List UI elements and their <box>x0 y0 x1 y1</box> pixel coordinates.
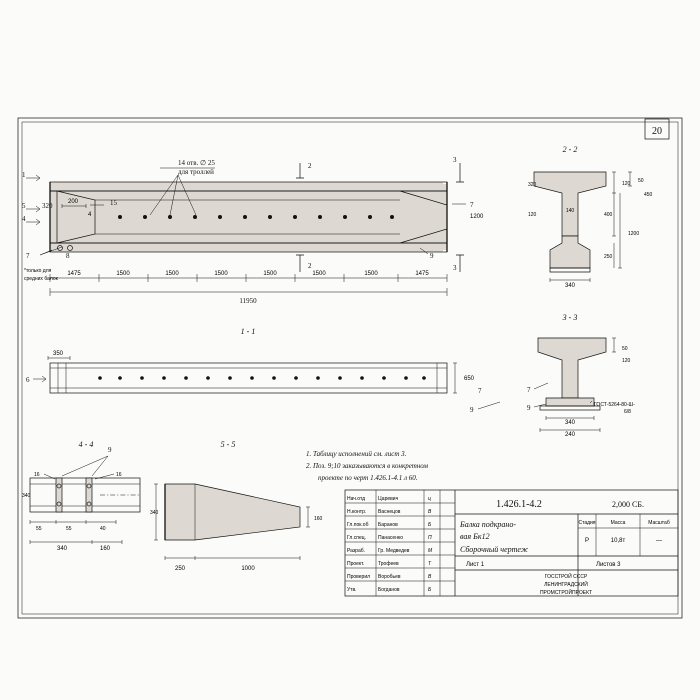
sec44-dim-55a: 55 <box>36 526 42 532</box>
sec22-dim-320: 320 <box>528 182 537 188</box>
hole-note-line2: для троллей <box>178 168 214 176</box>
sec44-dim-160: 160 <box>99 546 111 552</box>
org-line-3: ПРОМСТРОЙПРОЕКТ <box>539 590 593 596</box>
mark-9-label: 9 <box>430 252 434 260</box>
mark-1-label: 1 <box>22 171 26 179</box>
sec55-dim-340: 340 <box>150 510 159 516</box>
section-4-4 <box>22 440 140 552</box>
left-section-marks <box>22 171 40 225</box>
sec44-dim-16a: 16 <box>34 472 40 478</box>
note-line-1: 1. Таблицу исполнений см. лист 3. <box>306 450 407 458</box>
notes-block <box>306 450 428 482</box>
sec22-dim-50: 50 <box>638 178 644 184</box>
plan-body <box>50 363 447 393</box>
sec22-dim-120b: 120 <box>528 212 537 218</box>
sec22-lower-bulb <box>550 236 590 268</box>
sec44-mark-9: 9 <box>108 446 112 454</box>
dim-chain-2: 1500 <box>165 271 179 277</box>
mark-7-left-label: 7 <box>26 252 30 260</box>
dim-chain-1: 1500 <box>116 271 130 277</box>
sec33-gost-2: 6/8 <box>624 409 631 415</box>
sec22-dim-450: 450 <box>644 192 653 198</box>
stamp-role-3: Гл.спец. <box>347 535 366 541</box>
title-line-1: Балка подкрано- <box>460 520 517 529</box>
stamp-role-2: Гл.пок.об <box>347 522 369 528</box>
note-line-3: проекте по черт 1.426.1-4.1 л 60. <box>318 474 418 482</box>
section-3-3 <box>527 313 635 438</box>
mass-label: Масса <box>610 520 626 526</box>
sec22-upper-profile <box>534 172 606 236</box>
bracket-note-line2: средних балок <box>24 276 58 282</box>
section-5-5-label: 5 - 5 <box>220 440 236 449</box>
mark-4-small: 4 <box>88 212 92 218</box>
sec22-dim-340: 340 <box>564 283 576 289</box>
section-3-3-label: 3 - 3 <box>562 313 578 322</box>
dim-1200-right: 1200 <box>470 214 484 220</box>
stamp-sign-3: П <box>428 535 432 541</box>
dim-chain-4: 1500 <box>263 271 277 277</box>
stamp-role-6: Проверил <box>347 574 371 580</box>
dim-chain-5: 1500 <box>312 271 326 277</box>
scale-value: — <box>656 538 662 544</box>
view11-mark-7: 7 <box>478 387 482 395</box>
sec22-dim-120a: 120 <box>622 181 631 187</box>
sec33-bottom-flange <box>546 398 594 406</box>
stamp-name-0: Царевич <box>378 496 399 502</box>
sec55-dim-1000: 1000 <box>241 566 255 572</box>
drawing-code: 1.426.1-4.2 <box>496 499 542 510</box>
sec33-dim-240: 240 <box>564 432 576 438</box>
main-view <box>22 156 484 305</box>
stamp-role-7: Утв. <box>347 587 357 593</box>
section-2-2 <box>528 145 653 289</box>
sec33-mark-9: 9 <box>527 404 531 412</box>
dim-chain-3: 1500 <box>214 271 228 277</box>
dim-200: 200 <box>68 199 79 205</box>
sec44-dim-340v: 340 <box>22 493 31 499</box>
stage-label: Стадия <box>578 520 596 526</box>
sec55-dim-160: 160 <box>314 516 323 522</box>
stamp-name-3: Панасенко <box>378 535 403 541</box>
beam-body-fill <box>50 182 447 252</box>
sec33-base-plate <box>540 406 600 410</box>
section-mark-3 <box>453 156 464 272</box>
section-mark-2-bottom-label: 2 <box>308 262 312 270</box>
view11-mark-9-leader <box>478 402 500 409</box>
sec22-dim-400: 400 <box>604 212 613 218</box>
title-line-3: Сборочный чертеж <box>460 545 529 554</box>
org-line-1: ГОССТРОЙ СССР <box>544 574 588 580</box>
sec44-dim-55b: 55 <box>66 526 72 532</box>
stamp-role-5: Проект. <box>347 561 365 567</box>
view-1-1-label: 1 - 1 <box>240 327 256 336</box>
stage-value: Р <box>584 538 590 544</box>
view11-mark-6-leader <box>33 376 46 382</box>
stamp-sign-2: Б <box>428 522 432 528</box>
section-mark-2-top-label: 2 <box>308 162 312 170</box>
scale-label: Масштаб <box>648 520 670 526</box>
plan-inner-lines <box>50 368 447 388</box>
sec22-base-plate <box>550 268 590 272</box>
title-block <box>345 490 678 596</box>
sec33-profile <box>538 338 606 398</box>
stamp-sign-6: В <box>428 574 432 580</box>
view11-mark-9: 9 <box>470 406 474 414</box>
stamp-name-2: Баранов <box>378 522 398 528</box>
sheet-label: Лист 1 <box>466 562 485 568</box>
bracket-note-line1: *только для <box>24 268 52 274</box>
dim-650: 650 <box>464 376 475 382</box>
section-5-5 <box>150 440 323 572</box>
dim-chain-6: 1500 <box>364 271 378 277</box>
sec22-dim-1200: 1200 <box>628 231 640 237</box>
hole-note-line1: 14 отв. ∅ 25 <box>178 159 215 167</box>
mark-5-label: 5 <box>22 202 26 210</box>
stamp-sign-7: Б <box>428 587 432 593</box>
dim-650-line <box>453 363 457 393</box>
stamp-role-1: Н.контр. <box>347 509 367 515</box>
org-line-2: ЛЕНИНГРАДСКИЙ <box>544 582 588 588</box>
sec33-dim-340: 340 <box>564 420 576 426</box>
sec44-dims <box>22 446 122 552</box>
dim-320: 320 <box>42 202 53 210</box>
mass-value: 10,8т <box>610 538 626 544</box>
stamp-sign-5: Т <box>428 561 432 567</box>
title-line-2: вая Бк12 <box>460 532 490 541</box>
stamp-name-1: Васнецов <box>378 509 401 515</box>
sec44-plate-b <box>86 478 92 512</box>
section-mark-3-top-label: 3 <box>453 156 457 164</box>
mark-8-label: 8 <box>66 252 70 260</box>
dim-chain-0: 1475 <box>67 271 81 277</box>
dim-total-length: 11950 <box>239 297 257 305</box>
sec55-dim-250: 250 <box>174 566 186 572</box>
view11-mark-6: 6 <box>26 376 30 384</box>
sec22-dim-250: 250 <box>604 254 613 260</box>
section-4-4-label: 4 - 4 <box>78 440 94 449</box>
stamp-role-0: Нач.отд <box>347 496 365 502</box>
stamp-name-5: Трофеев <box>378 561 399 567</box>
stamp-sign-0: ц <box>428 496 431 502</box>
note-line-2: 2. Поз. 9;10 заказываются в конкретном <box>306 462 428 470</box>
sheet-number-text: 20 <box>652 126 662 137</box>
sec44-plate-a <box>56 478 62 512</box>
sec55-profile <box>165 484 300 540</box>
sheets-label: Листов 3 <box>596 562 621 568</box>
sec33-dim-120: 120 <box>622 358 631 364</box>
dim-15: 15 <box>110 199 117 207</box>
sec33-mark-7: 7 <box>527 386 531 394</box>
dim-chain-7: 1475 <box>415 271 429 277</box>
stamp-sign-1: В <box>428 509 432 515</box>
stamp-table <box>345 490 455 596</box>
dim-350: 350 <box>52 351 64 357</box>
scale-note: 2,000 СБ. <box>612 500 644 509</box>
stamp-name-7: Богданов <box>378 587 400 593</box>
section-2-2-label: 2 - 2 <box>562 145 578 154</box>
sec44-dim-40: 40 <box>100 526 106 532</box>
sec22-dim-140: 140 <box>565 208 575 214</box>
stamp-sign-4: М <box>428 548 433 554</box>
stamp-role-4: Разраб. <box>347 548 366 554</box>
view-1-1 <box>26 327 500 414</box>
stamp-name-6: Воробьев <box>378 574 401 580</box>
mark-4-label: 4 <box>22 215 26 223</box>
dim-chain <box>50 271 447 305</box>
plan-left-detail <box>58 363 66 393</box>
sec44-dim-16b: 16 <box>116 472 122 478</box>
stamp-name-4: Гр. Медведев <box>378 548 410 554</box>
sec33-dim-50: 50 <box>622 346 628 352</box>
dim-7-right: 7 <box>470 201 474 209</box>
sec44-dim-340: 340 <box>56 546 68 552</box>
plan-hole-row-top <box>98 376 426 380</box>
sec33-gost-1: ГОСТ-5264-80-Ш- <box>594 402 635 408</box>
section-mark-3-bottom-label: 3 <box>453 264 457 272</box>
